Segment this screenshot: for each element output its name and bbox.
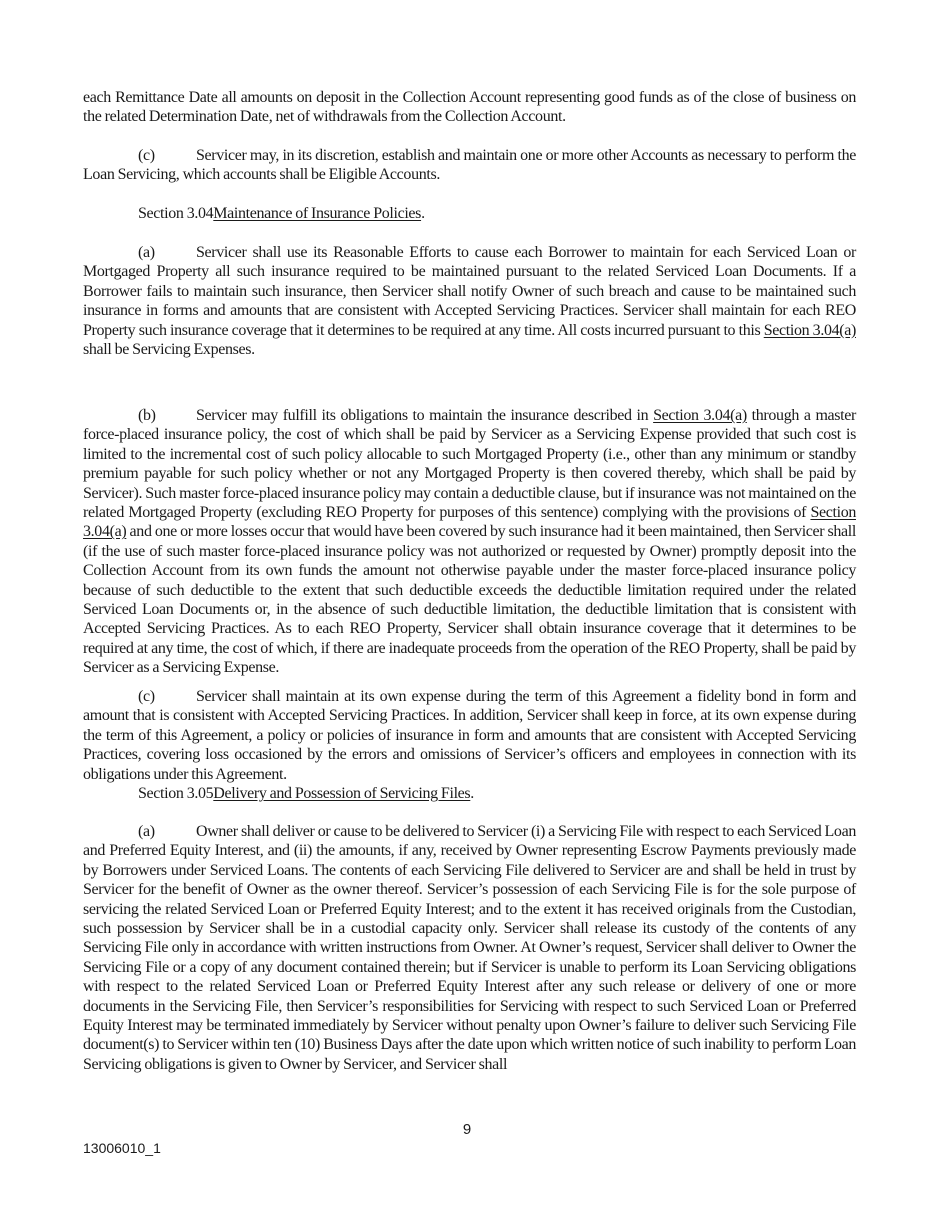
paragraph-text: Servicer may, in its discretion, establish and maintain one or more other Accounts as necessary to perform the Loan Servicing, which accounts shall be Eligible Accounts.	[83, 147, 856, 184]
paragraph-text: Owner shall deliver or cause to be delivered to Servicer (i) a Servicing File with respect to each Serviced Loan and Preferred Equity Interest, and (ii) the amounts, if any, received by Owner representing Escrow Payments previously made by Borrowers under Serviced Loans. The contents of each Servicing File delivered to Servicer are and shall be held in trust by Servicer for the benefit of Owner as the owner thereof. Servicer’s possession of each Servicing File is for the sole purpose of servicing the related Serviced Loan or Preferred Equity Interest; and to the extent it has received originals from the Custodian, such possession by Servicer shall be in a custodial capacity only. Servicer shall release its custody of the contents of any Servicing File only in accordance with written instructions from Owner. At Owner’s request, Servicer shall deliver to Owner the Servicing File or a copy of any document contained therein; but if Servicer is unable to perform its Loan Servicing obligations with respect to the related Serviced Loan or Preferred Equity Interest after any such release or delivery of one or more documents in the Servicing File, then Servicer’s responsibilities for Servicing with respect to such Serviced Loan or Preferred Equity Interest may be terminated immediately by Servicer without penalty upon Owner’s failure to deliver such Servicing File document(s) to Servicer within ten (10) Business Days after the date upon which written notice of such inability to perform Loan Servicing obligations is given to Owner by Servicer, and Servicer shall	[83, 823, 856, 1073]
paragraph-text: Servicer shall use its Reasonable Efforts to cause each Borrower to maintain for each Serviced Loan or Mortgaged Property all such insurance required to be maintained pursuant to the related Serviced Loan Documents. If a Borrower fails to maintain such insurance, then Servicer shall notify Owner of such breach and cause to be maintained such insurance in forms and amounts that are consistent with Accepted Servicing Practices. Servicer shall maintain for each REO Property such insurance coverage that it determines to be required at any time. All costs incurred pursuant to this	[83, 244, 856, 339]
cross-reference: Section 3.04(a)	[763, 321, 856, 339]
clause-label: (c)	[138, 688, 155, 705]
paragraph-3-04a	[83, 243, 856, 359]
cross-reference: Section 3.04(a)	[653, 407, 747, 424]
document-id: 13006010_1	[83, 1140, 161, 1156]
paragraph-text: Servicer shall maintain at its own expense during the term of this Agreement a fidelity bond in form and amount that is consistent with Accepted Servicing Practices. In addition, Servicer shall keep in force, at its own expense during the term of this Agreement, a policy or policies of insurance in form and amounts that are consistent with Accepted Servicing Practices, covering loss occasioned by the errors and omissions of Servicer’s officers and employees in connection with its obligations under this Agreement.	[83, 688, 856, 783]
clause-label: (c)	[138, 147, 155, 164]
paragraph-3-05a	[83, 822, 856, 1074]
clause-label: (b)	[138, 407, 156, 424]
paragraph-continuation	[83, 88, 856, 127]
section-heading-3-04	[138, 204, 425, 223]
section-number: Section 3.05	[138, 785, 214, 802]
paragraph-3-03c	[83, 146, 856, 185]
section-heading-3-05	[138, 784, 474, 803]
section-number: Section 3.04	[138, 205, 214, 222]
section-title: Maintenance of Insurance Policies	[213, 205, 422, 222]
paragraph-text: shall be Servicing Expenses.	[83, 341, 255, 359]
paragraph-3-04c	[83, 687, 856, 784]
period: .	[421, 205, 425, 222]
period: .	[470, 785, 474, 802]
cross-reference: Section 3.04(a)	[83, 504, 856, 541]
section-title: Delivery and Possession of Servicing Files	[213, 785, 471, 802]
paragraph-text: Servicer may fulfill its obligations to maintain the insurance described in	[196, 407, 654, 424]
paragraph-text: through a master force-placed insurance policy, the cost of which shall be paid by Servicer as a Servicing Expense provided that such cost is limited to the incremental cost of such policy allocable to such Mortgaged Property (i.e., other than any minimum or standby premium payable for such policy whether or not any Mortgaged Property is then covered thereby, which shall be paid by Servicer). Such master force-placed insurance policy may contain a deductible clause, but if insurance was not maintained on the related Mortgaged Property (excluding REO Property for purposes of this sentence) complying with the provisions of	[83, 407, 856, 522]
clause-label: (a)	[138, 244, 155, 261]
paragraph-3-04b	[83, 406, 856, 678]
clause-label: (a)	[138, 823, 155, 840]
paragraph-text: each Remittance Date all amounts on deposit in the Collection Account representing good funds as of the close of business on the related Determination Date, net of withdrawals from the Collection Account.	[83, 89, 856, 126]
paragraph-text: and one or more losses occur that would have been covered by such insurance had it been maintained, then Servicer shall (if the use of such master force-placed insurance policy was not authorized or requested by Owner) promptly deposit into the Collection Account from its own funds the amount not otherwise payable under the master force-placed insurance policy because of such deductible to the extent that such deductible exceeds the deductible limitation required under the related Serviced Loan Documents or, in the absence of such deductible limitation, the deductible limitation that is consistent with Accepted Servicing Practices. As to each REO Property, Servicer shall obtain insurance coverage that it determines to be required at any time, the cost of which, if there are inadequate proceeds from the operation of the REO Property, shall be paid by Servicer as a Servicing Expense.	[83, 523, 856, 677]
page-number: 9	[462, 1121, 472, 1138]
